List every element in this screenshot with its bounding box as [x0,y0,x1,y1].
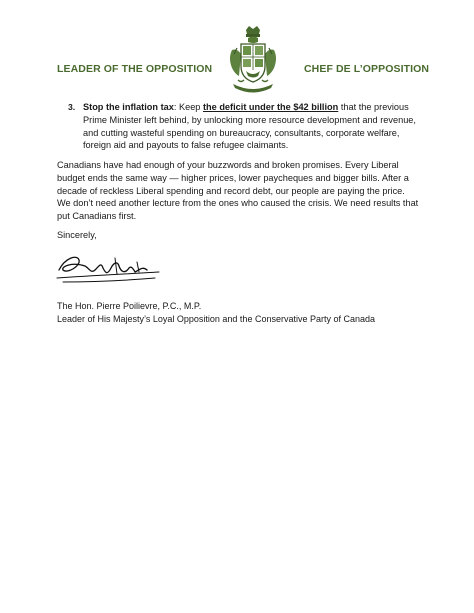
header-title-french: CHEF DE L’OPPOSITION [304,63,430,75]
signatory-name: The Hon. Pierre Poilievre, P.C., M.P. [57,301,202,311]
signatory-title: Leader of His Majesty’s Loyal Opposition and the Conservative Party of Canada [57,314,376,324]
closing-salutation: Sincerely, [57,230,97,240]
list-lead: Stop the inflation tax [83,102,174,112]
signature-image [55,250,165,288]
list-item [68,101,418,152]
list-number: 3. [68,102,76,112]
list-rest: that the previous Prime Minister left behind, by unlocking more resource development and revenue, and cutting wasteful spending on bureaucracy, consultants, corporate welfare, foreign aid and payouts to false refugee claimants. [83,102,416,151]
coat-of-arms-icon [224,24,282,96]
list-sep: : Keep [173,102,203,112]
list-emphasis: the deficit under the $42 billion [202,102,339,112]
list-text [83,101,418,152]
header-title-english: LEADER OF THE OPPOSITION [57,63,213,75]
body-paragraph: Canadians have had enough of your buzzwords and broken promises. Every Liberal budget ends the same way — higher prices, lower paycheques and bigger bills. After a decade of reckless Liberal spending and record debt, our people are paying the price. We don’t need another lecture from the ones who caused the crisis. We need results that put Canadians first. [57,160,419,222]
